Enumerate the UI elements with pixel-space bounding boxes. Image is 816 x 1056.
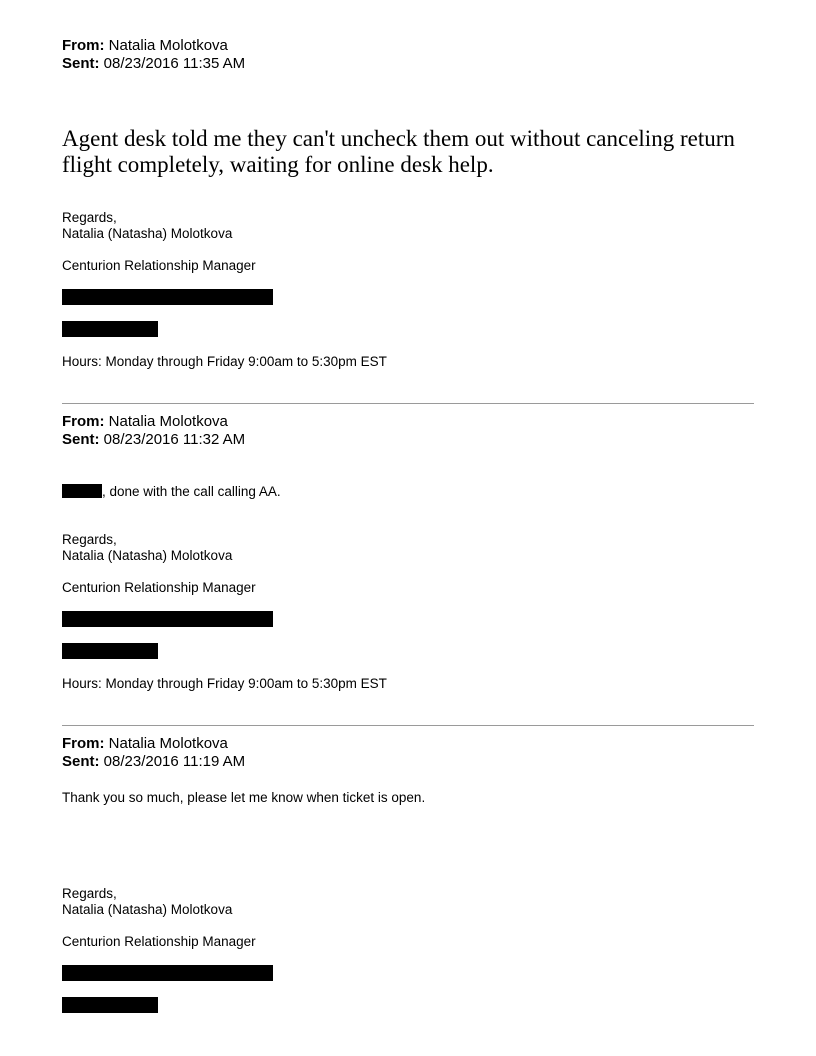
from-label: From: xyxy=(62,37,105,54)
message-body xyxy=(62,484,281,500)
redaction-bar xyxy=(62,643,158,659)
redaction-bar xyxy=(62,965,273,981)
sent-value: 08/23/2016 11:19 AM xyxy=(103,753,246,770)
from-value: Natalia Molotkova xyxy=(108,735,228,752)
from-value: Natalia Molotkova xyxy=(108,37,228,54)
message-body-text: , done with the call calling AA. xyxy=(102,484,281,499)
redaction-bar xyxy=(62,484,102,498)
signature xyxy=(62,886,232,918)
signature-name: Natalia (Natasha) Molotkova xyxy=(62,226,233,241)
from-value: Natalia Molotkova xyxy=(108,413,228,430)
from-label: From: xyxy=(62,413,105,430)
redaction-bar xyxy=(62,611,273,627)
signature-name: Natalia (Natasha) Molotkova xyxy=(62,902,233,917)
message-header xyxy=(62,37,245,73)
message-body: Agent desk told me they can't uncheck them out without canceling return flight completely, waiting for online desk help. xyxy=(62,126,735,177)
sent-value: 08/23/2016 11:32 AM xyxy=(103,431,246,448)
signature-hours: Hours: Monday through Friday 9:00am to 5:30pm EST xyxy=(62,354,387,369)
redaction-bar xyxy=(62,321,158,337)
signature-title: Centurion Relationship Manager xyxy=(62,934,256,949)
signature xyxy=(62,532,232,564)
signature-hours: Hours: Monday through Friday 9:00am to 5:30pm EST xyxy=(62,676,387,691)
message-divider xyxy=(62,725,754,726)
sent-label: Sent: xyxy=(62,431,100,448)
sent-value: 08/23/2016 11:35 AM xyxy=(103,55,246,72)
signature-regards: Regards, xyxy=(62,532,117,547)
signature xyxy=(62,210,232,242)
message-header xyxy=(62,413,245,449)
message-divider xyxy=(62,403,754,404)
signature-title: Centurion Relationship Manager xyxy=(62,258,256,273)
from-label: From: xyxy=(62,735,105,752)
message-body: Thank you so much, please let me know when ticket is open. xyxy=(62,790,426,805)
signature-regards: Regards, xyxy=(62,886,117,901)
redaction-bar xyxy=(62,997,158,1013)
sent-label: Sent: xyxy=(62,55,100,72)
signature-title: Centurion Relationship Manager xyxy=(62,580,256,595)
message-header xyxy=(62,735,245,771)
sent-label: Sent: xyxy=(62,753,100,770)
redaction-bar xyxy=(62,289,273,305)
signature-name: Natalia (Natasha) Molotkova xyxy=(62,548,233,563)
signature-regards: Regards, xyxy=(62,210,117,225)
